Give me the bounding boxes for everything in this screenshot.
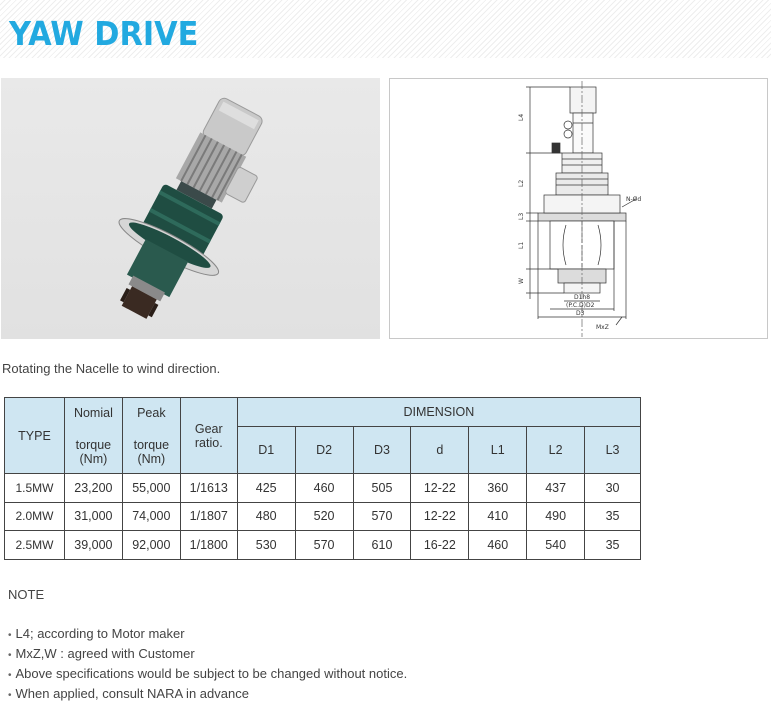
cell-nomial-torque: 31,000: [64, 502, 122, 531]
cell-type: 1.5MW: [5, 474, 65, 503]
header-l3: L3: [585, 427, 641, 474]
cell-peak-torque: 55,000: [122, 474, 180, 503]
dim-label-l3: L3: [518, 212, 525, 220]
cell-d3: 570: [353, 502, 411, 531]
note-item: • Above specifications would be subject to be changed without notice.: [8, 667, 407, 687]
dim-label-pcd: (P.C.D)D2: [566, 302, 595, 309]
cell-gear-ratio: 1/1613: [180, 474, 237, 503]
header-d3: D3: [353, 427, 411, 474]
cell-d2: 460: [295, 474, 353, 503]
cell-d1: 530: [237, 531, 295, 560]
dim-label-l2: L2: [518, 179, 525, 187]
dim-label-mxz: MxZ: [596, 324, 609, 331]
note-heading: NOTE: [8, 587, 45, 602]
note-item: • MxZ,W : agreed with Customer: [8, 647, 407, 667]
cell-type: 2.5MW: [5, 531, 65, 560]
product-photo: [1, 78, 380, 339]
header-type: TYPE: [5, 398, 65, 474]
table-row: [5, 502, 641, 531]
dim-label-w: W: [518, 278, 525, 284]
cell-d3: 505: [353, 474, 411, 503]
note-item: • When applied, consult NARA in advance: [8, 687, 407, 707]
header-l2: L2: [527, 427, 585, 474]
cell-d2: 570: [295, 531, 353, 560]
dim-label-l1: L1: [518, 241, 525, 249]
header-d2: D2: [295, 427, 353, 474]
header-d: d: [411, 427, 469, 474]
table-row: [5, 531, 641, 560]
header-dimension: DIMENSION: [237, 398, 640, 427]
cell-peak-torque: 92,000: [122, 531, 180, 560]
note-item: • L4; according to Motor maker: [8, 627, 407, 647]
cell-gear-ratio: 1/1807: [180, 502, 237, 531]
spec-table: [4, 397, 641, 560]
cell-nomial-torque: 39,000: [64, 531, 122, 560]
cell-l2: 490: [527, 502, 585, 531]
dim-label-d3: D3: [576, 310, 585, 317]
cell-nomial-torque: 23,200: [64, 474, 122, 503]
cell-l1: 460: [469, 531, 527, 560]
header-l1: L1: [469, 427, 527, 474]
header-nomial-torque: Nomial torque (Nm): [64, 398, 122, 474]
cell-l3: 35: [585, 502, 641, 531]
cell-d1: 480: [237, 502, 295, 531]
dim-label-l4: L4: [518, 113, 525, 121]
cell-d2: 520: [295, 502, 353, 531]
cell-d: 12-22: [411, 502, 469, 531]
page-title: YAW DRIVE: [9, 14, 199, 53]
cell-l3: 30: [585, 474, 641, 503]
cell-gear-ratio: 1/1800: [180, 531, 237, 560]
cell-peak-torque: 74,000: [122, 502, 180, 531]
header-peak-torque: Peak torque (Nm): [122, 398, 180, 474]
cell-l2: 437: [527, 474, 585, 503]
header-gear-ratio: Gear ratio.: [180, 398, 237, 474]
dim-label-d1: D1h8: [574, 294, 591, 301]
cell-l1: 360: [469, 474, 527, 503]
note-list: [8, 627, 407, 707]
table-row: [5, 474, 641, 503]
header-d1: D1: [237, 427, 295, 474]
technical-drawing: [389, 78, 768, 339]
cell-l3: 35: [585, 531, 641, 560]
dim-label-n: N-Ød: [626, 196, 642, 203]
caption: Rotating the Nacelle to wind direction.: [2, 361, 221, 376]
cell-d1: 425: [237, 474, 295, 503]
cell-d: 16-22: [411, 531, 469, 560]
cell-d3: 610: [353, 531, 411, 560]
cell-l1: 410: [469, 502, 527, 531]
cell-type: 2.0MW: [5, 502, 65, 531]
cell-d: 12-22: [411, 474, 469, 503]
cell-l2: 540: [527, 531, 585, 560]
